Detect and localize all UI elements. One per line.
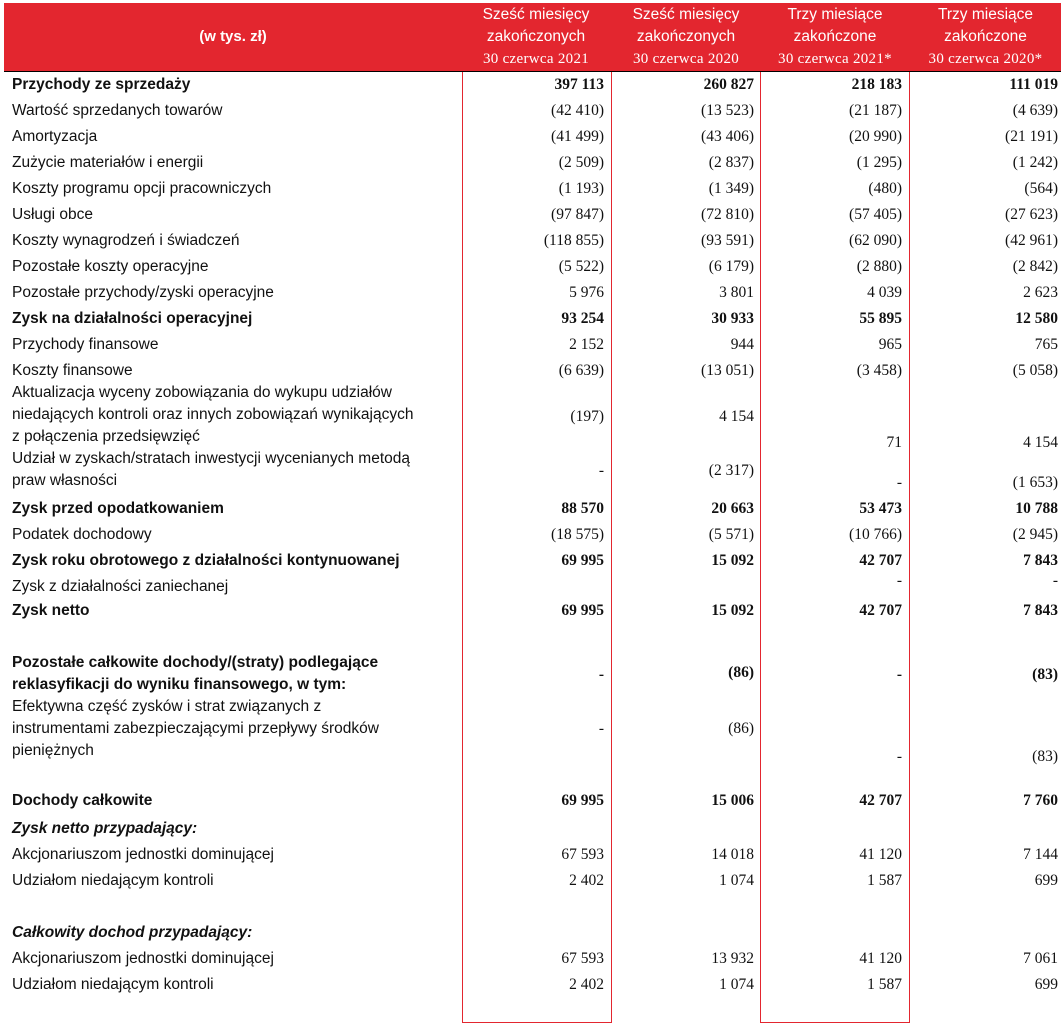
row-label-line: Udział w zyskach/stratach inwestycji wycenianych metodą [12, 450, 410, 467]
value-three-months-2020: 2 623 [1023, 284, 1058, 301]
value-three-months-2021: (57 405) [849, 206, 902, 223]
column-header-line: zakończone [944, 28, 1027, 45]
value-three-months-2020: 12 580 [1015, 310, 1058, 327]
row-label [12, 576, 462, 598]
value-six-months-2020: 14 018 [711, 846, 754, 863]
value-three-months-2021: - [896, 572, 902, 589]
value-three-months-2020: 699 [1034, 976, 1058, 993]
value-six-months-2021: (197) [570, 408, 604, 425]
row-label-line: Akcjonariuszom jednostki dominującej [12, 950, 274, 967]
value-six-months-2020: (2 317) [708, 462, 754, 479]
value-three-months-2021: - [896, 748, 902, 765]
value-six-months-2021: (42 410) [551, 102, 604, 119]
value-three-months-2020: 7 843 [1023, 552, 1058, 569]
value-six-months-2020: 15 092 [711, 552, 754, 569]
value-three-months-2021: 42 707 [859, 792, 902, 809]
row-label-line: Wartość sprzedanych towarów [12, 102, 223, 119]
value-six-months-2020: (93 591) [701, 232, 754, 249]
row-label-line: Pozostałe koszty operacyjne [12, 258, 209, 275]
row-label-line: Udziałom niedającym kontroli [12, 872, 214, 889]
row-label [12, 818, 462, 840]
row-label-line: Pozostałe całkowite dochody/(straty) podlegające [12, 654, 379, 671]
row-label [12, 870, 462, 892]
row-label [12, 230, 462, 252]
value-three-months-2021: 965 [878, 336, 902, 353]
value-six-months-2021: 67 593 [561, 950, 604, 967]
value-six-months-2021: 69 995 [561, 792, 604, 809]
value-six-months-2020: 1 074 [719, 976, 754, 993]
value-three-months-2021: 41 120 [859, 950, 902, 967]
value-six-months-2021: 67 593 [561, 846, 604, 863]
value-six-months-2020: (5 571) [708, 526, 754, 543]
column-header-six-months-2021 [462, 3, 610, 71]
value-six-months-2020: (13 523) [701, 102, 754, 119]
value-six-months-2021: 69 995 [561, 552, 604, 569]
row-label-line: Pozostałe przychody/zyski operacyjne [12, 284, 274, 301]
row-label [12, 152, 462, 174]
row-label [12, 256, 462, 278]
value-six-months-2021: (118 855) [543, 232, 604, 249]
value-three-months-2020: 7 144 [1023, 846, 1058, 863]
value-three-months-2021: (3 458) [856, 362, 902, 379]
row-label-line: Zużycie materiałów i energii [12, 154, 204, 171]
column-header-date: 30 czerwca 2020* [928, 51, 1043, 67]
value-three-months-2020: (27 623) [1005, 206, 1058, 223]
value-six-months-2020: (86) [728, 720, 754, 737]
value-three-months-2021: 42 707 [859, 552, 902, 569]
value-six-months-2021: 69 995 [561, 602, 604, 619]
value-six-months-2020: 260 827 [703, 76, 754, 93]
row-label [12, 922, 462, 944]
row-label [12, 600, 462, 622]
value-three-months-2021: 42 707 [859, 602, 902, 619]
value-three-months-2021: (21 187) [849, 102, 902, 119]
value-six-months-2020: 3 801 [719, 284, 754, 301]
row-label-line: Udziałom niedającym kontroli [12, 976, 214, 993]
row-label-line: Zysk przed opodatkowaniem [12, 500, 224, 517]
value-three-months-2020: 7 061 [1023, 950, 1058, 967]
row-label [12, 844, 462, 866]
value-six-months-2020: 1 074 [719, 872, 754, 889]
column-header-three-months-2020 [910, 3, 1061, 71]
row-label-line: Koszty wynagrodzeń i świadczeń [12, 232, 240, 249]
value-six-months-2021: (2 509) [558, 154, 604, 171]
row-label-line: praw własności [12, 472, 118, 489]
row-label [12, 498, 462, 520]
value-six-months-2020: (86) [728, 664, 754, 681]
row-label [12, 696, 462, 762]
value-six-months-2021: 2 402 [569, 872, 604, 889]
row-label-line: Dochody całkowite [12, 792, 153, 809]
value-six-months-2020: (1 349) [708, 180, 754, 197]
value-six-months-2021: (18 575) [551, 526, 604, 543]
value-six-months-2020: 944 [730, 336, 754, 353]
column-header-three-months-2021 [760, 3, 910, 71]
row-label [12, 448, 462, 492]
row-label-line: Koszty finansowe [12, 362, 133, 379]
column-header-line: Trzy miesiące [937, 6, 1034, 23]
row-label [12, 282, 462, 304]
column-header-line: Sześć miesięcy [482, 6, 590, 23]
value-six-months-2021: (1 193) [558, 180, 604, 197]
row-label [12, 178, 462, 200]
value-six-months-2020: 4 154 [719, 408, 754, 425]
value-six-months-2021: - [598, 666, 604, 683]
row-label [12, 948, 462, 970]
value-three-months-2020: (2 842) [1012, 258, 1058, 275]
value-six-months-2021: 5 976 [569, 284, 604, 301]
value-three-months-2020: (83) [1032, 666, 1058, 683]
row-label-line: reklasyfikacji do wyniku finansowego, w tym: [12, 676, 347, 693]
row-label-line: Przychody finansowe [12, 336, 159, 353]
value-three-months-2020: 765 [1034, 336, 1058, 353]
value-three-months-2020: (1 242) [1012, 154, 1058, 171]
value-three-months-2020: (5 058) [1012, 362, 1058, 379]
value-three-months-2021: (480) [868, 180, 902, 197]
value-three-months-2021: 1 587 [867, 872, 902, 889]
value-three-months-2021: 1 587 [867, 976, 902, 993]
value-three-months-2021: 41 120 [859, 846, 902, 863]
value-six-months-2021: 2 152 [569, 336, 604, 353]
value-six-months-2021: 88 570 [561, 500, 604, 517]
value-six-months-2021: (5 522) [558, 258, 604, 275]
value-six-months-2020: 20 663 [711, 500, 754, 517]
row-label-line: Zysk netto [12, 602, 90, 619]
row-label-line: Koszty programu opcji pracowniczych [12, 180, 272, 197]
row-label-line: Zysk roku obrotowego z działalności kontynuowanej [12, 552, 400, 569]
column-header-date: 30 czerwca 2021 [482, 51, 590, 67]
value-three-months-2020: 699 [1034, 872, 1058, 889]
column-header-date: 30 czerwca 2020 [632, 51, 740, 67]
value-three-months-2020: (42 961) [1005, 232, 1058, 249]
row-label-line: niedających kontroli oraz innych zobowiązań wynikających [12, 406, 414, 423]
value-six-months-2020: (43 406) [701, 128, 754, 145]
value-three-months-2021: - [896, 666, 902, 683]
value-three-months-2021: (10 766) [849, 526, 902, 543]
value-three-months-2021: (20 990) [849, 128, 902, 145]
row-label-line: Efektywna część zysków i strat związanych z [12, 698, 322, 715]
value-six-months-2020: 30 933 [711, 310, 754, 327]
value-three-months-2021: (62 090) [849, 232, 902, 249]
row-label [12, 308, 462, 330]
value-six-months-2021: (6 639) [558, 362, 604, 379]
row-label-line: Zysk na działalności operacyjnej [12, 310, 253, 327]
value-three-months-2020: (21 191) [1005, 128, 1058, 145]
row-label [12, 100, 462, 122]
value-six-months-2021: (97 847) [551, 206, 604, 223]
column-header-date: 30 czerwca 2021* [778, 51, 892, 67]
column-header-line: zakończonych [636, 28, 736, 45]
row-label-line: Całkowity dochod przypadający: [12, 924, 253, 941]
row-label-line: z połączenia przedsięwzięć [12, 428, 200, 445]
unit-label: (w tys. zł) [199, 28, 267, 45]
row-label [12, 550, 462, 572]
row-label [12, 360, 462, 382]
row-label [12, 334, 462, 356]
row-label-line: Przychody ze sprzedaży [12, 76, 191, 93]
value-six-months-2021: 2 402 [569, 976, 604, 993]
value-six-months-2021: 397 113 [554, 76, 604, 93]
value-six-months-2020: (6 179) [708, 258, 754, 275]
column-header-line: zakończonych [486, 28, 586, 45]
value-three-months-2021: 4 039 [867, 284, 902, 301]
column-header-line: zakończone [793, 28, 877, 45]
value-six-months-2020: 15 006 [711, 792, 754, 809]
value-three-months-2020: 10 788 [1015, 500, 1058, 517]
row-label [12, 652, 462, 696]
row-label-line: Amortyzacja [12, 128, 98, 145]
value-three-months-2020: (83) [1032, 748, 1058, 765]
header-divider [4, 71, 1061, 72]
table-header [4, 3, 1061, 71]
value-three-months-2020: (2 945) [1012, 526, 1058, 543]
row-label-line: Zysk netto przypadający: [12, 820, 198, 837]
row-label [12, 126, 462, 148]
value-three-months-2020: 4 154 [1023, 434, 1058, 451]
column-header-line: Trzy miesiące [787, 6, 883, 23]
value-six-months-2020: (2 837) [708, 154, 754, 171]
value-three-months-2021: 71 [886, 434, 902, 451]
row-label-line: instrumentami zabezpieczającymi przepływy środków [12, 720, 379, 737]
value-six-months-2020: (13 051) [701, 362, 754, 379]
row-label [12, 204, 462, 226]
row-label [12, 382, 462, 448]
value-six-months-2020: (72 810) [701, 206, 754, 223]
value-three-months-2021: (2 880) [856, 258, 902, 275]
value-three-months-2020: 7 760 [1023, 792, 1058, 809]
value-three-months-2021: (1 295) [856, 154, 902, 171]
row-label [12, 974, 462, 996]
value-three-months-2020: 7 843 [1023, 602, 1058, 619]
row-label-line: Podatek dochodowy [12, 526, 152, 543]
value-six-months-2021: - [598, 462, 604, 479]
column-header-line: Sześć miesięcy [632, 6, 740, 23]
row-label-line: Aktualizacja wyceny zobowiązania do wykupu udziałów [12, 384, 392, 401]
row-label-line: pieniężnych [12, 742, 94, 759]
value-three-months-2020: (1 653) [1012, 474, 1058, 491]
value-three-months-2021: 55 895 [859, 310, 902, 327]
value-three-months-2021: 53 473 [859, 500, 902, 517]
value-six-months-2021: - [598, 720, 604, 737]
value-three-months-2020: 111 019 [1009, 76, 1058, 93]
value-three-months-2020: - [1052, 572, 1058, 589]
row-label [12, 790, 462, 812]
value-three-months-2020: (4 639) [1012, 102, 1058, 119]
value-six-months-2020: 15 092 [711, 602, 754, 619]
row-label [12, 524, 462, 546]
row-label-line: Usługi obce [12, 206, 93, 223]
value-six-months-2021: 93 254 [561, 310, 604, 327]
value-six-months-2020: 13 932 [711, 950, 754, 967]
row-label-line: Zysk z działalności zaniechanej [12, 578, 229, 595]
value-three-months-2020: (564) [1024, 180, 1058, 197]
value-three-months-2021: 218 183 [851, 76, 902, 93]
row-label-line: Akcjonariuszom jednostki dominującej [12, 846, 274, 863]
value-three-months-2021: - [896, 474, 902, 491]
row-label [12, 74, 462, 96]
column-header-six-months-2020 [612, 3, 760, 71]
value-six-months-2021: (41 499) [551, 128, 604, 145]
